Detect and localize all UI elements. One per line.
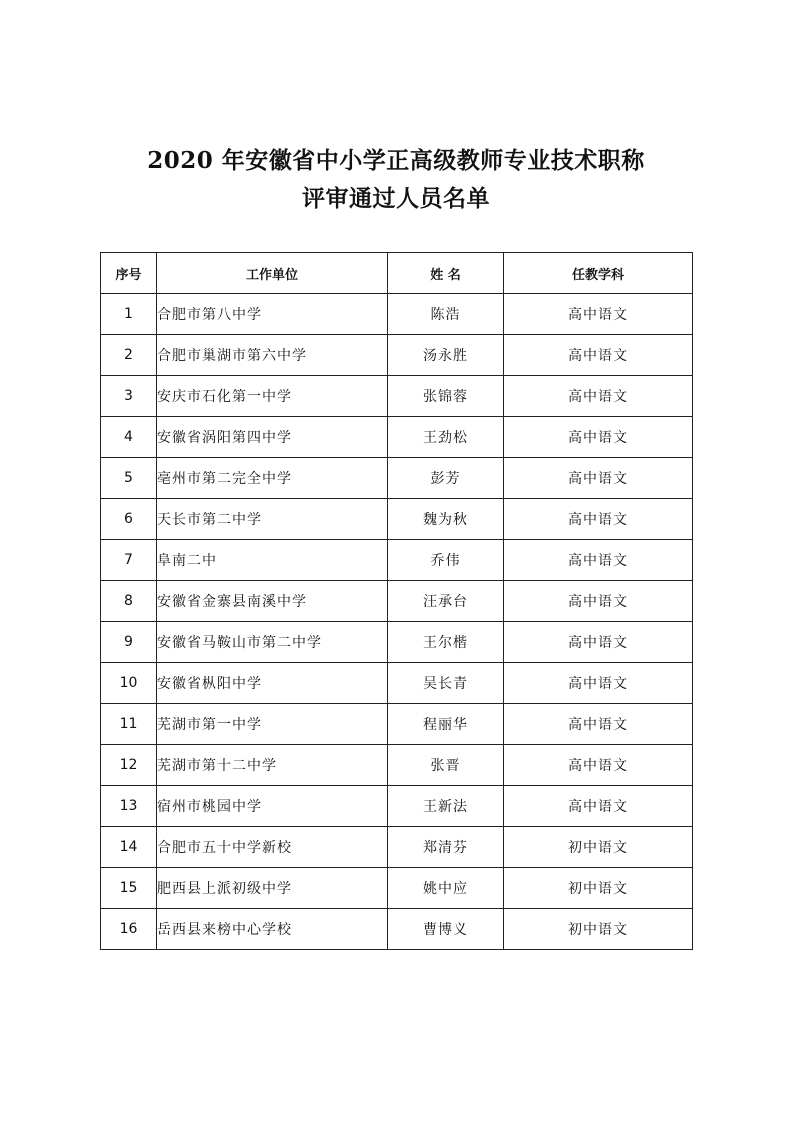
cell-subject: 高中语文 xyxy=(504,458,693,499)
cell-no: 11 xyxy=(101,704,157,745)
cell-subject: 高中语文 xyxy=(504,540,693,581)
cell-subject: 高中语文 xyxy=(504,499,693,540)
table-row xyxy=(101,540,693,581)
cell-unit: 安徽省枞阳中学 xyxy=(157,663,388,704)
table-row xyxy=(101,663,693,704)
cell-unit: 阜南二中 xyxy=(157,540,388,581)
cell-subject: 初中语文 xyxy=(504,868,693,909)
table-row xyxy=(101,294,693,335)
cell-subject: 高中语文 xyxy=(504,786,693,827)
table-row xyxy=(101,335,693,376)
cell-name: 王新法 xyxy=(388,786,504,827)
cell-no: 9 xyxy=(101,622,157,663)
cell-name: 魏为秋 xyxy=(388,499,504,540)
cell-unit: 安徽省涡阳第四中学 xyxy=(157,417,388,458)
cell-no: 14 xyxy=(101,827,157,868)
table-row xyxy=(101,376,693,417)
header-name: 姓 名 xyxy=(388,253,504,294)
cell-no: 4 xyxy=(101,417,157,458)
cell-name: 程丽华 xyxy=(388,704,504,745)
cell-name: 郑清芬 xyxy=(388,827,504,868)
table-row xyxy=(101,745,693,786)
cell-unit: 天长市第二中学 xyxy=(157,499,388,540)
cell-unit: 安庆市石化第一中学 xyxy=(157,376,388,417)
cell-unit: 肥西县上派初级中学 xyxy=(157,868,388,909)
cell-subject: 高中语文 xyxy=(504,581,693,622)
cell-no: 12 xyxy=(101,745,157,786)
cell-name: 姚中应 xyxy=(388,868,504,909)
cell-unit: 合肥市五十中学新校 xyxy=(157,827,388,868)
header-unit: 工作单位 xyxy=(157,253,388,294)
table-row xyxy=(101,417,693,458)
table-row xyxy=(101,704,693,745)
cell-name: 王尔楷 xyxy=(388,622,504,663)
cell-subject: 高中语文 xyxy=(504,376,693,417)
cell-no: 2 xyxy=(101,335,157,376)
cell-name: 汤永胜 xyxy=(388,335,504,376)
table-row xyxy=(101,786,693,827)
table-row xyxy=(101,581,693,622)
table-row xyxy=(101,909,693,950)
table-header-row xyxy=(101,253,693,294)
cell-unit: 芜湖市第十二中学 xyxy=(157,745,388,786)
cell-name: 乔伟 xyxy=(388,540,504,581)
cell-no: 10 xyxy=(101,663,157,704)
roster-table xyxy=(100,252,693,950)
cell-no: 16 xyxy=(101,909,157,950)
cell-subject: 高中语文 xyxy=(504,745,693,786)
cell-name: 张锦蓉 xyxy=(388,376,504,417)
cell-unit: 芜湖市第一中学 xyxy=(157,704,388,745)
cell-no: 3 xyxy=(101,376,157,417)
cell-unit: 安徽省金寨县南溪中学 xyxy=(157,581,388,622)
cell-unit: 合肥市巢湖市第六中学 xyxy=(157,335,388,376)
cell-subject: 高中语文 xyxy=(504,663,693,704)
cell-subject: 初中语文 xyxy=(504,909,693,950)
cell-no: 13 xyxy=(101,786,157,827)
header-no: 序号 xyxy=(101,253,157,294)
document-title-line1: 2020 年安徽省中小学正高级教师专业技术职称 xyxy=(147,147,645,174)
cell-no: 1 xyxy=(101,294,157,335)
cell-subject: 高中语文 xyxy=(504,417,693,458)
cell-unit: 合肥市第八中学 xyxy=(157,294,388,335)
table-row xyxy=(101,827,693,868)
cell-subject: 高中语文 xyxy=(504,704,693,745)
table-body xyxy=(101,294,693,950)
cell-name: 汪承台 xyxy=(388,581,504,622)
document-title-line2: 评审通过人员名单 xyxy=(302,185,490,212)
cell-unit: 宿州市桃园中学 xyxy=(157,786,388,827)
cell-no: 7 xyxy=(101,540,157,581)
table-row xyxy=(101,499,693,540)
cell-no: 8 xyxy=(101,581,157,622)
cell-subject: 初中语文 xyxy=(504,827,693,868)
cell-no: 6 xyxy=(101,499,157,540)
cell-name: 曹博义 xyxy=(388,909,504,950)
header-subject: 任教学科 xyxy=(504,253,693,294)
cell-name: 彭芳 xyxy=(388,458,504,499)
cell-subject: 高中语文 xyxy=(504,294,693,335)
cell-unit: 岳西县来榜中心学校 xyxy=(157,909,388,950)
cell-name: 张晋 xyxy=(388,745,504,786)
cell-subject: 高中语文 xyxy=(504,335,693,376)
table-row xyxy=(101,868,693,909)
cell-no: 15 xyxy=(101,868,157,909)
cell-unit: 亳州市第二完全中学 xyxy=(157,458,388,499)
cell-subject: 高中语文 xyxy=(504,622,693,663)
cell-unit: 安徽省马鞍山市第二中学 xyxy=(157,622,388,663)
cell-no: 5 xyxy=(101,458,157,499)
cell-name: 陈浩 xyxy=(388,294,504,335)
cell-name: 王劲松 xyxy=(388,417,504,458)
table-row xyxy=(101,458,693,499)
table-row xyxy=(101,622,693,663)
cell-name: 吴长青 xyxy=(388,663,504,704)
